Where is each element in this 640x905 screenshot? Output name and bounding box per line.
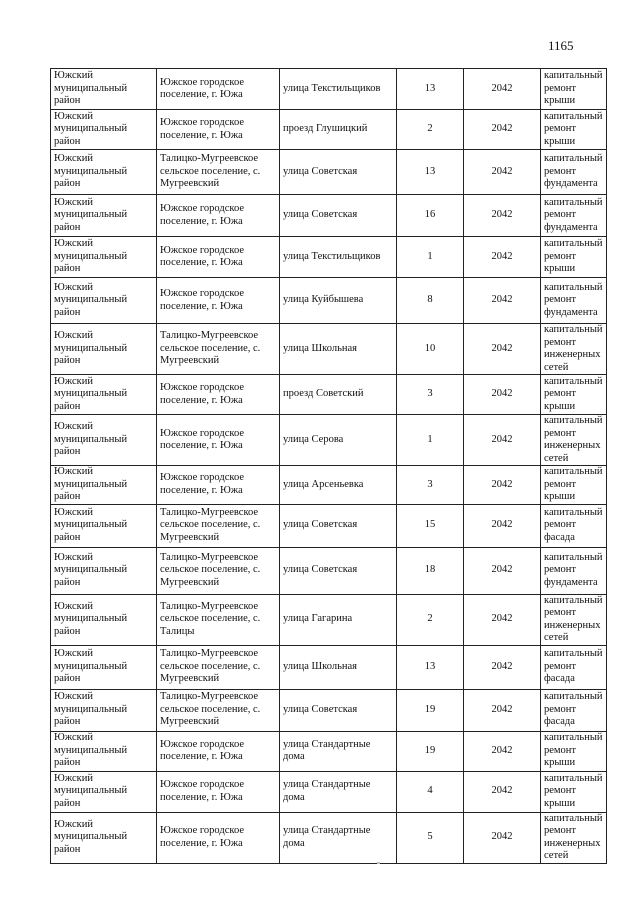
year-cell: 2042 [464,594,541,645]
district-cell: Южский муниципальный район [51,150,157,195]
settlement-cell: Южское городское поселение, г. Южа [157,415,280,466]
street-cell: улица Арсеньевка [280,466,397,505]
house-number-cell: 18 [397,547,464,594]
work-type-cell: капитальный ремонт инженерных сетей [541,594,607,645]
settlement-cell: Южское городское поселение, г. Южа [157,375,280,415]
work-type-cell: капитальный ремонт фасада [541,504,607,547]
house-number-cell: 3 [397,466,464,505]
settlement-cell: Талицко-Мугреевское сельское поселение, с. Мугреевский [157,645,280,689]
street-cell: улица Серова [280,415,397,466]
street-cell: улица Стандартные дома [280,771,397,812]
year-cell: 2042 [464,69,541,110]
settlement-cell: Южское городское поселение, г. Южа [157,466,280,505]
work-type-cell: капитальный ремонт фасада [541,645,607,689]
street-cell: улица Советская [280,689,397,731]
house-number-cell: 15 [397,504,464,547]
settlement-cell: Талицко-Мугреевское сельское поселение, с. Талицы [157,594,280,645]
table-row [51,195,607,237]
district-cell: Южский муниципальный район [51,547,157,594]
year-cell: 2042 [464,504,541,547]
table-row [51,466,607,505]
work-type-cell: капитальный ремонт инженерных сетей [541,324,607,375]
house-number-cell: 1 [397,237,464,278]
street-cell: проезд Глушицкий [280,110,397,150]
settlement-cell: Талицко-Мугреевское сельское поселение, с. Мугреевский [157,504,280,547]
table-row [51,278,607,324]
table-row [51,150,607,195]
work-type-cell: капитальный ремонт фундамента [541,195,607,237]
settlement-cell: Южское городское поселение, г. Южа [157,812,280,863]
district-cell: Южский муниципальный район [51,415,157,466]
house-number-cell: 19 [397,689,464,731]
table-row [51,731,607,771]
year-cell: 2042 [464,689,541,731]
year-cell: 2042 [464,731,541,771]
district-cell: Южский муниципальный район [51,195,157,237]
street-cell: улица Куйбышева [280,278,397,324]
settlement-cell: Южское городское поселение, г. Южа [157,69,280,110]
house-number-cell: 2 [397,110,464,150]
street-cell: улица Текстильщиков [280,69,397,110]
street-cell: улица Советская [280,150,397,195]
year-cell: 2042 [464,110,541,150]
repair-schedule-table [50,68,607,864]
house-number-cell: 16 [397,195,464,237]
district-cell: Южский муниципальный район [51,237,157,278]
table-row [51,689,607,731]
house-number-cell: 8 [397,278,464,324]
table-row [51,547,607,594]
table-row [51,504,607,547]
house-number-cell: 10 [397,324,464,375]
settlement-cell: Талицко-Мугреевское сельское поселение, с. Мугреевский [157,547,280,594]
year-cell: 2042 [464,645,541,689]
work-type-cell: капитальный ремонт крыши [541,771,607,812]
year-cell: 2042 [464,237,541,278]
table-row [51,812,607,863]
street-cell: улица Стандартные дома [280,731,397,771]
street-cell: улица Советская [280,547,397,594]
settlement-cell: Южское городское поселение, г. Южа [157,731,280,771]
district-cell: Южский муниципальный район [51,731,157,771]
table-row [51,110,607,150]
table-row [51,324,607,375]
settlement-cell: Южское городское поселение, г. Южа [157,237,280,278]
settlement-cell: Талицко-Мугреевское сельское поселение, с. Мугреевский [157,689,280,731]
table-row [51,771,607,812]
table-row [51,69,607,110]
house-number-cell: 13 [397,69,464,110]
table-row [51,237,607,278]
work-type-cell: капитальный ремонт крыши [541,237,607,278]
street-cell: улица Советская [280,504,397,547]
year-cell: 2042 [464,195,541,237]
district-cell: Южский муниципальный район [51,110,157,150]
work-type-cell: капитальный ремонт инженерных сетей [541,812,607,863]
street-cell: улица Советская [280,195,397,237]
page-number: 1165 [548,38,574,53]
house-number-cell: 19 [397,731,464,771]
street-cell: улица Школьная [280,324,397,375]
house-number-cell: 5 [397,812,464,863]
scan-speck [377,862,380,864]
settlement-cell: Талицко-Мугреевское сельское поселение, с. Мугреевский [157,150,280,195]
district-cell: Южский муниципальный район [51,689,157,731]
year-cell: 2042 [464,812,541,863]
street-cell: улица Школьная [280,645,397,689]
house-number-cell: 4 [397,771,464,812]
settlement-cell: Южское городское поселение, г. Южа [157,195,280,237]
year-cell: 2042 [464,771,541,812]
year-cell: 2042 [464,466,541,505]
work-type-cell: капитальный ремонт фасада [541,689,607,731]
district-cell: Южский муниципальный район [51,278,157,324]
year-cell: 2042 [464,547,541,594]
district-cell: Южский муниципальный район [51,645,157,689]
work-type-cell: капитальный ремонт крыши [541,375,607,415]
district-cell: Южский муниципальный район [51,812,157,863]
work-type-cell: капитальный ремонт крыши [541,731,607,771]
work-type-cell: капитальный ремонт инженерных сетей [541,415,607,466]
settlement-cell: Южское городское поселение, г. Южа [157,278,280,324]
district-cell: Южский муниципальный район [51,69,157,110]
year-cell: 2042 [464,415,541,466]
house-number-cell: 13 [397,150,464,195]
settlement-cell: Талицко-Мугреевское сельское поселение, с. Мугреевский [157,324,280,375]
district-cell: Южский муниципальный район [51,771,157,812]
district-cell: Южский муниципальный район [51,504,157,547]
work-type-cell: капитальный ремонт крыши [541,69,607,110]
house-number-cell: 2 [397,594,464,645]
street-cell: улица Стандартные дома [280,812,397,863]
settlement-cell: Южское городское поселение, г. Южа [157,771,280,812]
year-cell: 2042 [464,150,541,195]
table-row [51,415,607,466]
district-cell: Южский муниципальный район [51,466,157,505]
work-type-cell: капитальный ремонт крыши [541,466,607,505]
table-row [51,645,607,689]
house-number-cell: 13 [397,645,464,689]
district-cell: Южский муниципальный район [51,375,157,415]
work-type-cell: капитальный ремонт фундамента [541,150,607,195]
house-number-cell: 1 [397,415,464,466]
table-row [51,594,607,645]
district-cell: Южский муниципальный район [51,594,157,645]
year-cell: 2042 [464,278,541,324]
house-number-cell: 3 [397,375,464,415]
settlement-cell: Южское городское поселение, г. Южа [157,110,280,150]
table-row [51,375,607,415]
year-cell: 2042 [464,324,541,375]
work-type-cell: капитальный ремонт крыши [541,110,607,150]
street-cell: проезд Советский [280,375,397,415]
work-type-cell: капитальный ремонт фундамента [541,278,607,324]
street-cell: улица Текстильщиков [280,237,397,278]
district-cell: Южский муниципальный район [51,324,157,375]
year-cell: 2042 [464,375,541,415]
work-type-cell: капитальный ремонт фундамента [541,547,607,594]
street-cell: улица Гагарина [280,594,397,645]
